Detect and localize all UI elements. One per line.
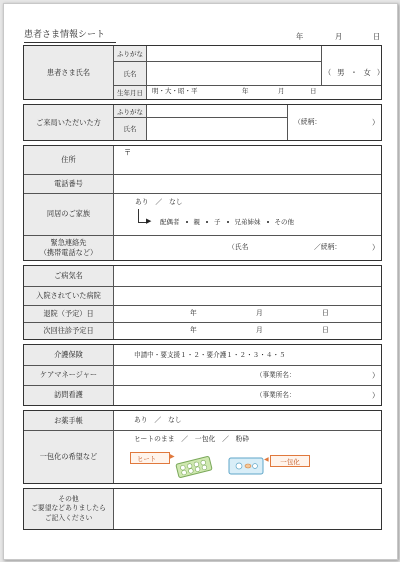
emergency-label: 緊急連絡先 （携帯電話など）	[24, 235, 114, 260]
era-options: 明・大・昭・平	[152, 87, 198, 95]
next-visit-label: 次回往診予定日	[24, 322, 114, 339]
notebook-yes-no[interactable]: あり ／ なし	[134, 416, 182, 424]
discharge-label: 退院（予定）日	[24, 305, 114, 322]
discharge-year: 年	[190, 309, 197, 317]
contact-section: 住所 電話番号 同居のご家族 緊急連絡先 （携帯電話など） 〒 あり ／ なし ▶ 配偶者 親 子 兄弟姉妹 その他 （氏名 ／続柄： ）	[23, 145, 382, 261]
arrow-right-icon: ▶	[170, 453, 175, 460]
patient-section	[23, 45, 385, 100]
hospital-label: 入院されていた病院	[24, 286, 114, 305]
dob-month: 月	[278, 87, 285, 95]
medical-section	[23, 265, 382, 340]
postal-mark: 〒	[124, 148, 132, 157]
next-visit-day: 日	[322, 326, 329, 334]
visitor-furigana-label: ふりがな	[114, 105, 147, 117]
family-opt-parent: 親	[193, 218, 200, 226]
address-label: 住所	[24, 146, 114, 174]
emergency-name[interactable]: （氏名	[228, 243, 249, 251]
header-year: 年	[296, 32, 304, 41]
other-section	[23, 488, 382, 530]
dob-label: 生年月日	[114, 85, 147, 99]
visit-nursing-office[interactable]: （事業所名：	[256, 391, 296, 399]
family-options[interactable]	[160, 219, 294, 226]
discharge-month: 月	[256, 309, 263, 317]
family-yes-no[interactable]: あり ／ なし	[135, 198, 183, 206]
notebook-label: お薬手帳	[24, 411, 114, 430]
patient-furigana-label: ふりがな	[114, 46, 147, 61]
blister-pack-icon	[174, 456, 214, 478]
emergency-relation[interactable]: ／続柄：	[314, 243, 342, 251]
next-visit-year: 年	[190, 326, 197, 334]
gender-choice[interactable]: （ 男 ・ 女 ）	[324, 68, 385, 77]
family-opt-sibling: 兄弟姉妹	[234, 218, 261, 226]
patient-name-sublabel: 氏名	[114, 61, 147, 85]
header-day: 日	[373, 32, 381, 41]
visit-nursing-label: 訪問看護	[24, 385, 114, 405]
discharge-day: 日	[322, 309, 329, 317]
care-section: 介護保険 ケアマネージャー 訪問看護 申請中・要支援１・２・要介護１・２・３・４・５ （事業所名： ） （事業所名： ）	[23, 344, 382, 406]
onepack-label: 一包化の希望など	[24, 430, 114, 483]
dob-day: 日	[310, 87, 317, 95]
care-manager-office[interactable]: （事業所名：	[256, 371, 296, 379]
care-manager-label: ケアマネージャー	[24, 365, 114, 385]
insurance-options[interactable]: 申請中・要支援１・２・要介護１・２・３・４・５	[134, 351, 286, 359]
title-underline	[24, 42, 116, 43]
gender-female[interactable]: 女	[363, 68, 371, 77]
visitor-label: ご来局いただいた方	[24, 105, 114, 140]
insurance-label: 介護保険	[24, 345, 114, 365]
family-opt-spouse: 配偶者	[160, 218, 180, 226]
arrow-right-icon: ▶	[146, 217, 152, 225]
disease-label: ご病気名	[24, 266, 114, 286]
other-label: その他 ご要望などありましたら ご記入ください	[24, 489, 114, 529]
heat-tag: ヒート	[130, 452, 170, 464]
header-month: 月	[335, 32, 343, 41]
phone-label: 電話番号	[24, 174, 114, 193]
gender-male[interactable]: 男	[337, 68, 345, 77]
family-opt-child: 子	[214, 218, 221, 226]
arrow-left-icon: ◀	[264, 456, 269, 463]
patient-name-label: 患者さま氏名	[24, 46, 114, 99]
family-label: 同居のご家族	[24, 193, 114, 235]
family-opt-other: その他	[274, 218, 294, 226]
visitor-section: ご来局いただいた方 ふりがな 氏名 （続柄： ）	[23, 104, 382, 141]
visitor-relation[interactable]: （続柄：	[294, 118, 322, 126]
visitor-name-label: 氏名	[114, 117, 147, 140]
medication-section	[23, 410, 382, 484]
next-visit-month: 月	[256, 326, 263, 334]
sheet-title: 患者さま情報シート	[24, 30, 106, 40]
unit-dose-pack-icon	[228, 456, 264, 476]
onepack-tag: 一包化	[270, 455, 310, 467]
onepack-options[interactable]: ヒートのまま ／ 一包化 ／ 粉砕	[134, 435, 250, 443]
dob-year: 年	[242, 87, 249, 95]
patient-info-sheet	[3, 3, 398, 560]
